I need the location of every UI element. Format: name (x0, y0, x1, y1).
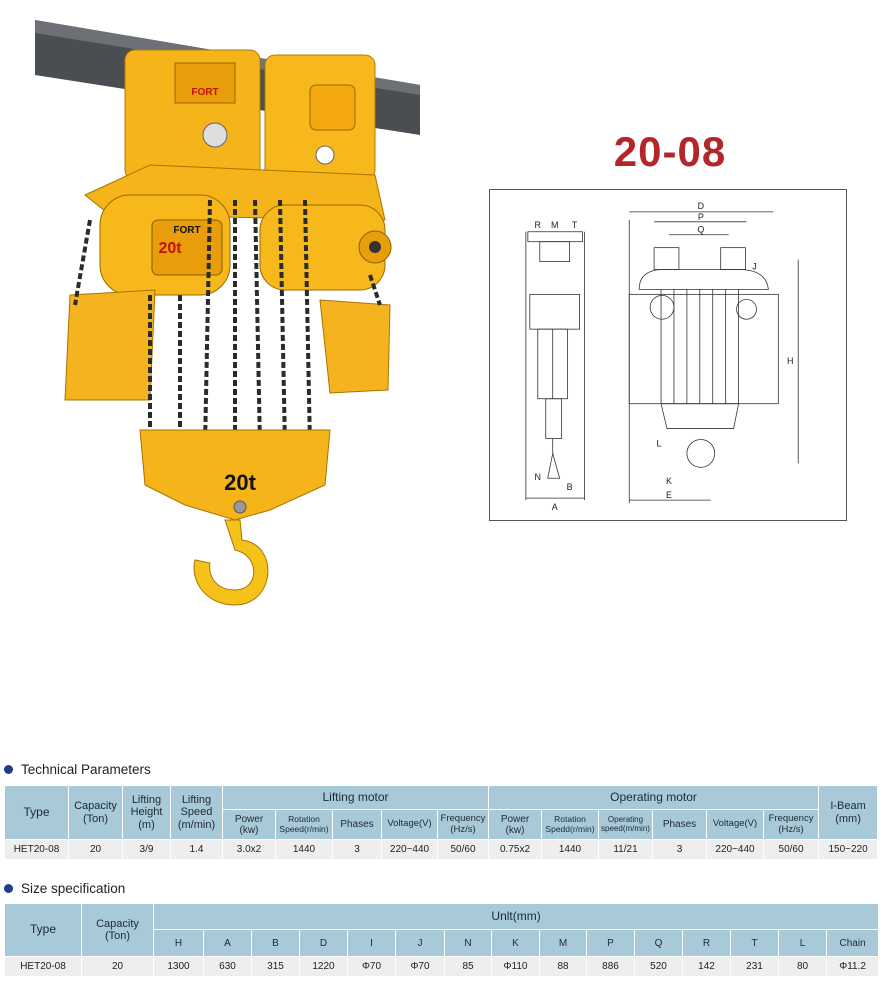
technical-parameters-table (4, 785, 878, 860)
dim-label-e: E (666, 490, 672, 501)
table-cell: 3/9 (123, 840, 171, 860)
chain-bag-left (65, 290, 155, 400)
header-dim-i: I (348, 930, 396, 957)
header-dim-a: A (204, 930, 252, 957)
dim-label-j: J (752, 261, 757, 272)
table-cell: 315 (252, 957, 300, 977)
table-cell: HET20-08 (5, 840, 69, 860)
header-operating-motor: Operating motor (489, 786, 819, 810)
table-cell: 3 (653, 840, 707, 860)
header-om-speed: Operating speed(m/min) (599, 810, 653, 840)
dim-label-m: M (550, 219, 559, 230)
table-cell: 220~440 (382, 840, 438, 860)
header-dim-d: D (300, 930, 348, 957)
dim-label-p: P (697, 211, 704, 222)
table-cell: Φ70 (396, 957, 445, 977)
dim-label-t: T (571, 219, 578, 230)
header-type: Type (5, 904, 82, 957)
table-cell: 85 (445, 957, 492, 977)
header-lifting-height: Lifting Height (m) (123, 786, 171, 840)
trolley-plate-text: FORT (191, 87, 219, 98)
header-unit: Unlt(mm) (154, 904, 879, 930)
header-dim-l: L (779, 930, 827, 957)
header-lm-phases: Phases (333, 810, 382, 840)
table-cell: 20 (82, 957, 154, 977)
table-cell: 231 (731, 957, 779, 977)
motor-capacity-label: 20t (158, 240, 182, 257)
header-lm-frequency: Frequency (Hz/s) (438, 810, 489, 840)
header-dim-r: R (683, 930, 731, 957)
technical-parameters-heading (4, 762, 151, 777)
block-capacity-label: 20t (224, 470, 256, 495)
hook (194, 520, 268, 605)
hoist-photo (30, 15, 430, 615)
table-cell: 1440 (276, 840, 333, 860)
table-cell: 1440 (542, 840, 599, 860)
header-lm-rotation: Rotation Speed(r/min) (276, 810, 333, 840)
header-lifting-speed: Lifting Speed (m/min) (171, 786, 223, 840)
size-specification-title: Size specification (21, 881, 126, 896)
table-row (5, 957, 879, 977)
table-cell: 88 (540, 957, 587, 977)
header-om-frequency: Frequency (Hz/s) (764, 810, 819, 840)
header-dim-h: H (154, 930, 204, 957)
dim-label-l: L (656, 438, 662, 449)
header-lm-power: Power (kw) (223, 810, 276, 840)
table-cell: 11/21 (599, 840, 653, 860)
table-cell: 142 (683, 957, 731, 977)
table-cell: Φ70 (348, 957, 396, 977)
header-lifting-motor: Lifting motor (223, 786, 489, 810)
table-cell: 1300 (154, 957, 204, 977)
table-cell: Φ110 (492, 957, 540, 977)
header-om-phases: Phases (653, 810, 707, 840)
header-om-power: Power (kw) (489, 810, 542, 840)
dim-label-h: H (787, 355, 794, 366)
header-dim-m: M (540, 930, 587, 957)
dimension-drawing (489, 189, 847, 521)
header-dim-t: T (731, 930, 779, 957)
header-capacity: Capacity (Ton) (82, 904, 154, 957)
technical-parameters-title: Technical Parameters (21, 762, 151, 777)
header-om-rotation: Rotation Spedd(r/min) (542, 810, 599, 840)
table-cell: 1.4 (171, 840, 223, 860)
size-specification-table (4, 903, 879, 977)
table-cell: 1220 (300, 957, 348, 977)
table-cell: 150~220 (819, 840, 878, 860)
table-cell: 220~440 (707, 840, 764, 860)
header-dim-j: J (396, 930, 445, 957)
header-om-voltage: Voltage(V) (707, 810, 764, 840)
table-cell: HET20-08 (5, 957, 82, 977)
dim-label-d: D (697, 200, 705, 211)
table-cell: 80 (779, 957, 827, 977)
table-cell: 520 (635, 957, 683, 977)
dim-label-q: Q (697, 224, 705, 235)
table-row (5, 840, 878, 860)
chain-bag-right (320, 300, 390, 393)
table-cell: 20 (69, 840, 123, 860)
table-cell: 50/60 (438, 840, 489, 860)
dim-label-a: A (551, 502, 558, 513)
model-title: 20-08 (613, 128, 727, 175)
header-dim-k: K (492, 930, 540, 957)
header-dim-b: B (252, 930, 300, 957)
header-dim-p: P (587, 930, 635, 957)
table-cell: Φ11.2 (827, 957, 879, 977)
header-i-beam: I-Beam (mm) (819, 786, 878, 840)
dim-label-r: R (534, 219, 542, 230)
header-dim-chain: Chain (827, 930, 879, 957)
header-lm-voltage: Voltage(V) (382, 810, 438, 840)
header-capacity: Capacity (Ton) (69, 786, 123, 840)
header-type: Type (5, 786, 69, 840)
header-dim-n: N (445, 930, 492, 957)
header-dim-q: Q (635, 930, 683, 957)
table-cell: 0.75x2 (489, 840, 542, 860)
table-cell: 630 (204, 957, 252, 977)
bullet-icon (4, 884, 13, 893)
table-cell: 50/60 (764, 840, 819, 860)
motor-plate-brand: FORT (173, 225, 201, 236)
table-cell: 886 (587, 957, 635, 977)
table-cell: 3 (333, 840, 382, 860)
dim-label-n: N (534, 472, 542, 483)
table-cell: 3.0x2 (223, 840, 276, 860)
size-specification-heading (4, 881, 125, 896)
dim-label-b: B (566, 482, 573, 493)
dim-label-k: K (666, 476, 672, 487)
bullet-icon (4, 765, 13, 774)
